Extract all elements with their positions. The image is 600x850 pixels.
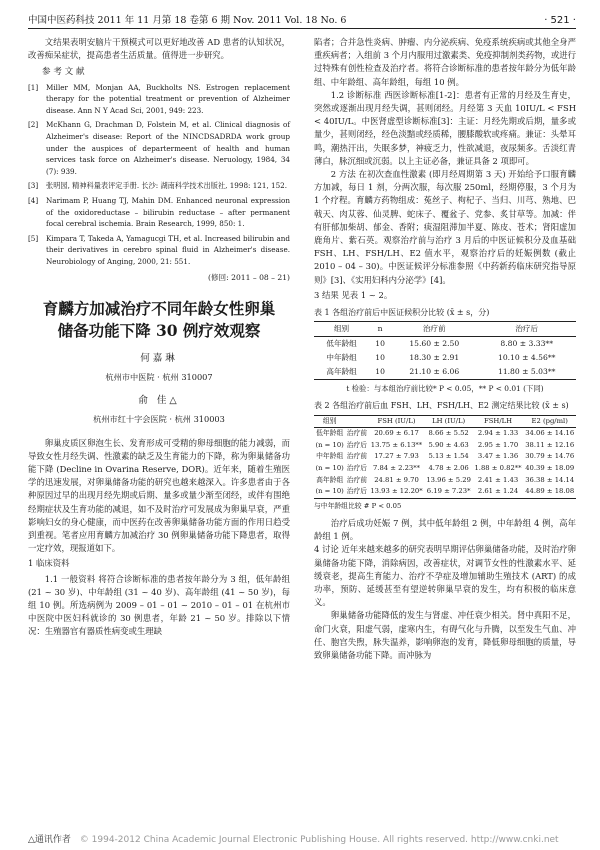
table-1 — [314, 321, 576, 380]
body-paragraph: 1.1 一般资料 将符合诊断标准的患者按年龄分为 3 组，低年龄组 (21 ~ 30 岁)、中年龄组 (31 ~ 40 岁)、高年龄组 (41 ~ 50 岁)，每组 10 例。所选病例为 2009 – 01 – 01 ~ 2010 – 01 – 01 在杭州市中医院中医妇科就诊的 30 例患者，年龄 21 ~ 50 岁。排除以下情况：生殖器官有器质性病变或生理缺 — [28, 573, 290, 637]
section-heading: 3 结果 见表 1 ~ 2。 — [314, 289, 393, 300]
table-row: 中年龄组 10 18.30 ± 2.91 10.10 ± 4.56** — [326, 353, 556, 363]
page-footer — [28, 832, 588, 845]
reference-item: [3] 张明园, 精神科量表评定手册. 长沙: 湖南科学技术出版社, 1998: 121, 152. — [28, 181, 288, 191]
intro-paragraph: 文结果表明安脑片干预模式可以更好地改善 AD 患者的认知状况，改善痴呆症状，提高患者生活质量。值得进一步研究。 — [28, 37, 290, 61]
table-row: 高年龄组 10 21.10 ± 6.06 11.80 ± 5.03** — [314, 365, 576, 380]
table-header — [345, 415, 368, 428]
table-row: 低年龄组 治疗前 20.69 ± 6.17 8.66 ± 5.52 2.94 ± 1.33 34.06 ± 14.16 — [316, 429, 575, 438]
left-column — [28, 36, 290, 639]
table-row: (n = 10) 治疗后 13.93 ± 12.20* 6.19 ± 7.23* 2.61 ± 1.24 44.89 ± 18.08 — [314, 486, 576, 498]
table-row: 高年龄组 治疗前 24.81 ± 9.70 13.96 ± 5.29 2.41 ± 1.43 36.38 ± 14.14 — [316, 475, 575, 484]
section-heading: 2 方法 — [330, 169, 356, 180]
table-header: 治疗后 — [477, 322, 576, 337]
copyright-notice: © 1994-2012 China Academic Journal Electronic Publishing House. All rights reserved. http://www.cnki.net — [79, 835, 559, 845]
article-title: 育麟方加减治疗不同年龄女性卵巢 储备功能下降 30 例疗效观察 — [42, 298, 276, 340]
table-2 — [314, 415, 576, 499]
running-header — [28, 10, 576, 29]
table-header: 组别 — [314, 322, 369, 337]
corresponding-author-note: △通讯作者 — [28, 835, 71, 845]
table-row: (n = 10) 治疗后 7.84 ± 2.23** 4.78 ± 2.06 1.88 ± 0.82** 40.39 ± 18.09 — [315, 464, 575, 473]
right-column — [314, 36, 576, 662]
body-paragraph: 卵巢皮质区卵泡生长、发育形成可受精的卵母细胞的能力减弱，而导致女性月经失调、性激素的缺乏及生育能力的下降，称为卵巢储备功能下降 (Decline in Ovarina Reserve, DOR)。近年来，随着生殖医学的迅速发展，对卵巢储备功能的研究也越来越深入。许多患者由于各种原因过早的出现月经先期或后期、量多或量少渐至闭经，或伴有围绝经期症状及生育功能的减退，如不及时治疗可发展成为卵巢早衰，严重影响妇女的身心健康，而中医药在改善卵巢储备功能方面的作用日趋受到重视。笔者应用育麟方加减治疗 30 例卵巢储备功能下降患者，取得一定疗效，现报道如下。 — [28, 437, 290, 554]
affiliation-2: 杭州市红十字会医院 · 杭州 310003 — [93, 414, 225, 425]
journal-info: 中国中医药科技 2011 年 11 月第 18 卷第 6 期 Nov. 2011 Vol. 18 No. 6 — [28, 15, 347, 26]
affiliation-1: 杭州市中医院 · 杭州 310007 — [105, 371, 213, 382]
author-2: 俞 佳△ — [138, 395, 180, 407]
author-1: 何嘉琳 — [140, 352, 178, 364]
table-header: FSH (IU/L) — [368, 415, 424, 428]
table-header: 治疗前 — [391, 322, 477, 337]
table-1-note: t 检验：与本组治疗前比较* P < 0.05，** P < 0.01 (下同) — [346, 384, 544, 394]
section-heading: 4 讨论 — [314, 544, 339, 555]
table-2-note: 与中年龄组比较 # P < 0.05 — [314, 501, 402, 510]
body-paragraph: 2 方法 在初次查血性激素 (即月经周期第 3 天) 开始给予口服育麟方加减，每日 1 剂，分两次服，每次服 250ml，经期停服，3 个月为 1 个疗程。育麟方药物组成：菟丝子、枸杞子、当归、川芎、熟地、巴戟天、肉苁蓉、仙灵脾、蛇床子、覆盆子、党参、炙甘草等。加减：伴有肝郁加柴胡、郁金、香附；痰湿阻滞加半夏、陈皮、苍术；肾阳虚加鹿角片、紫石英。观察治疗前与治疗 3 月后的中医证候积分及血基础 FSH、LH、FSH/LH、E2 值水平，观察治疗后的妊娠例数 (截止 2010 – 04 – 30)。中医证候评分标准参照《中药新药临床研究指导原则》[3]、《实用妇科内分泌学》[4]。 — [314, 169, 576, 285]
reference-item: [1] Miller MM, Monjan AA, Buckholts NS. Estrogen replacement therapy for the potential treatment or prevention of Alzheimer disease. Ann N Y Acad Sci, 2001, 949: 223. — [28, 82, 290, 115]
table-header: FSH/LH — [473, 415, 524, 428]
section-heading: 1 临床资料 — [28, 558, 70, 569]
table-row: 中年龄组 治疗前 17.27 ± 7.93 5.13 ± 1.54 3.47 ± 1.36 30.79 ± 14.76 — [316, 452, 575, 461]
body-paragraph: 卵巢储备功能降低的发生与肾虚、冲任衰少相关。肾中真阳不足，命门火衰，阳虚气弱，虚寒内生，有碍气化与升腾，以至发生气血、冲任、胞宫失煦，脉失温养，影响卵泡的发育，降低卵母细胞的质量，导致卵巢储备功能下降。而冲脉为 — [314, 610, 576, 661]
table-header: n — [369, 322, 391, 337]
table-2-caption: 表 2 各组治疗前后血 FSH、LH、FSH/LH、E2 测定结果比较 (x̄ ± s) — [314, 401, 569, 411]
reference-item: [2] McKhann G, Drachman D, Folstein M, et al. Clinical diagnosis of Alzheimer's disease: Report of the NINCDSADRDA work group under the auspices of departermeent of health and human services task force on Alzheimer's disease. Neruology, 1984, 34 (7): 939. — [28, 120, 290, 176]
reference-item: [4] Narimam P, Huang TJ, Mahin DM. Enhanced neuronal expression of the oxidoreductase – bilirubin reductase – after permanent focal cerebral ischemia. Brain Research, 1999, 850: 1. — [28, 195, 290, 229]
page-number: · 521 · — [544, 15, 576, 26]
revised-date: (修回: 2011 – 08 – 21) — [208, 272, 290, 282]
table-header: 组别 — [314, 415, 345, 428]
body-paragraph: 1.2 诊断标准 西医诊断标准[1-2]：患者有正常的月经及生育史，突然或逐渐出现月经失调，甚则闭经。月经第 3 天血 10IU/L < FSH < 40IU/L。中医肾虚型诊断标准[3]：主证：月经先期或后期，量多或量少，甚则闭经，经色淡黯或经质稀，腰膝酸软或疼痛。兼证：头晕耳鸣，潮热汗出，失眠多梦，神疲乏力，性欲减退，夜尿频多。舌淡红青薄白，脉沉细或沉弱。以上主证必备，兼证具备 2 项即可。 — [314, 89, 576, 166]
reference-item: [5] Kimpara T, Takeda A, Yamagucgi TH, et al. Increased bilirubin and their derivatives in cerebro spinal fluid in Alzheimer's disease. Neurobiology of Anging, 2000, 21: 551. — [28, 233, 290, 266]
body-paragraph: 治疗后成功妊娠 7 例，其中低年龄组 2 例，中年龄组 4 例，高年龄组 1 例。 — [314, 518, 576, 542]
reference-list — [28, 82, 290, 268]
table-1-caption: 表 1 各组治疗前后中医证候积分比较 (x̄ ± s，分) — [314, 308, 490, 318]
table-header: LH (IU/L) — [425, 415, 473, 428]
body-paragraph: 4 讨论 近年来越来越多的研究表明早期评估卵巢储备功能，及时治疗卵巢储备功能下降，消除病因，改善症状，对调节女性的性激素水平、延缓衰老，提高生育能力、治疗不孕症及增加辅助生殖技术 (ART) 的成功率，预防、延缓甚至有望逆转卵巢早衰的发生，均有积极的临床意义。 — [314, 544, 576, 608]
table-header: E2 (pg/ml) — [523, 415, 576, 428]
body-paragraph: 陷者；合并急性炎病、肿瘤、内分泌疾病、免疫系统疾病或其他全身严重疾病者；入组前 3 个月内服用过激素类、免疫抑制剂类药物，或进行过特殊有创性检查及治疗者。将符合诊断标准的患者按年龄分为低年龄组、中年龄组、高年龄组，每组 10 例。 — [314, 37, 576, 87]
table-row: 低年龄组 10 15.60 ± 2.50 8.80 ± 3.33** — [326, 339, 554, 349]
references-title: 参 考 文 献 — [42, 67, 85, 78]
table-row: (n = 10) 治疗后 13.75 ± 6.13** 5.90 ± 4.63 2.95 ± 1.70 38.11 ± 12.16 — [315, 440, 575, 449]
